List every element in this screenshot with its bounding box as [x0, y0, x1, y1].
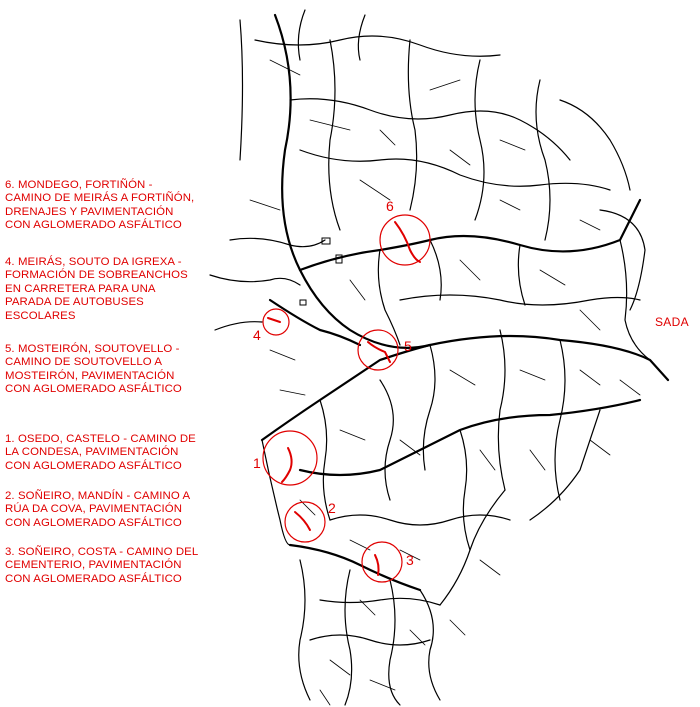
- secondary-roads: [210, 10, 650, 705]
- legend-line: DRENAJES Y PAVIMENTACIÓN: [5, 205, 174, 218]
- legend-line: RÚA DA COVA, PAVIMENTACIÓN: [5, 503, 183, 516]
- legend-line: MOSTEIRÓN, PAVIMENTACIÓN: [5, 369, 175, 382]
- legend-line: 4. MEIRÁS, SOUTO DA IGREXA -: [5, 256, 182, 268]
- minor-roads: [250, 60, 640, 705]
- place-label-sada: SADA: [655, 315, 689, 329]
- legend-line: CON AGLOMERADO ASFÁLTICO: [5, 219, 182, 232]
- map-marker-5-label: 5: [404, 338, 412, 354]
- main-roads: [262, 15, 668, 590]
- legend-line: CON AGLOMERADO ASFÁLTICO: [5, 383, 182, 396]
- building-outlines: [300, 238, 342, 305]
- legend-line: LA CONDESA, PAVIMENTACIÓN: [5, 446, 179, 459]
- legend-line: ESCOLARES: [5, 309, 76, 322]
- legend-item-5: [5, 343, 182, 397]
- intervention-circles: [263, 215, 430, 582]
- legend-item-6: [5, 179, 194, 233]
- legend-item-2: [5, 490, 190, 530]
- map-marker-1-label: 1: [253, 455, 261, 471]
- legend-line: CON AGLOMERADO ASFÁLTICO: [5, 572, 182, 585]
- circle-5: [358, 330, 398, 370]
- legend-line: 5. MOSTEIRÓN, SOUTOVELLO -: [5, 343, 180, 355]
- legend-line: CAMINO DE SOUTOVELLO A: [5, 356, 163, 369]
- legend-line: FORMACIÓN DE SOBREANCHOS: [5, 269, 188, 282]
- segment-2: [295, 512, 310, 530]
- legend-item-3: [5, 546, 198, 586]
- legend-line: EN CARRETERA PARA UNA: [5, 282, 156, 295]
- legend-line: 6. MONDEGO, FORTIÑÓN -: [5, 179, 153, 191]
- map-marker-4-label: 4: [253, 327, 261, 343]
- legend-line: 1. OSEDO, CASTELO - CAMINO DE: [5, 433, 196, 445]
- legend-line: CON AGLOMERADO ASFÁLTICO: [5, 516, 182, 529]
- map-marker-3-label: 3: [406, 552, 414, 568]
- legend-line: CEMENTERIO, PAVIMENTACIÓN: [5, 559, 182, 572]
- legend-item-4: [5, 256, 188, 323]
- segment-6: [395, 222, 420, 262]
- legend-item-1: [5, 433, 196, 473]
- legend-line: CON AGLOMERADO ASFÁLTICO: [5, 459, 182, 472]
- circle-4: [263, 309, 289, 335]
- segment-4: [268, 318, 280, 322]
- legend-line: CAMINO DE MEIRÁS A FORTIÑÓN,: [5, 192, 195, 205]
- map-marker-6-label: 6: [386, 198, 394, 214]
- legend-line: 2. SOÑEIRO, MANDÍN - CAMINO A: [5, 490, 191, 502]
- legend-line: PARADA DE AUTOBUSES: [5, 296, 144, 309]
- map-marker-2-label: 2: [328, 500, 336, 516]
- legend-line: 3. SOÑEIRO, COSTA - CAMINO DEL: [5, 546, 199, 558]
- segment-1: [282, 448, 292, 482]
- circle-1: [263, 431, 317, 485]
